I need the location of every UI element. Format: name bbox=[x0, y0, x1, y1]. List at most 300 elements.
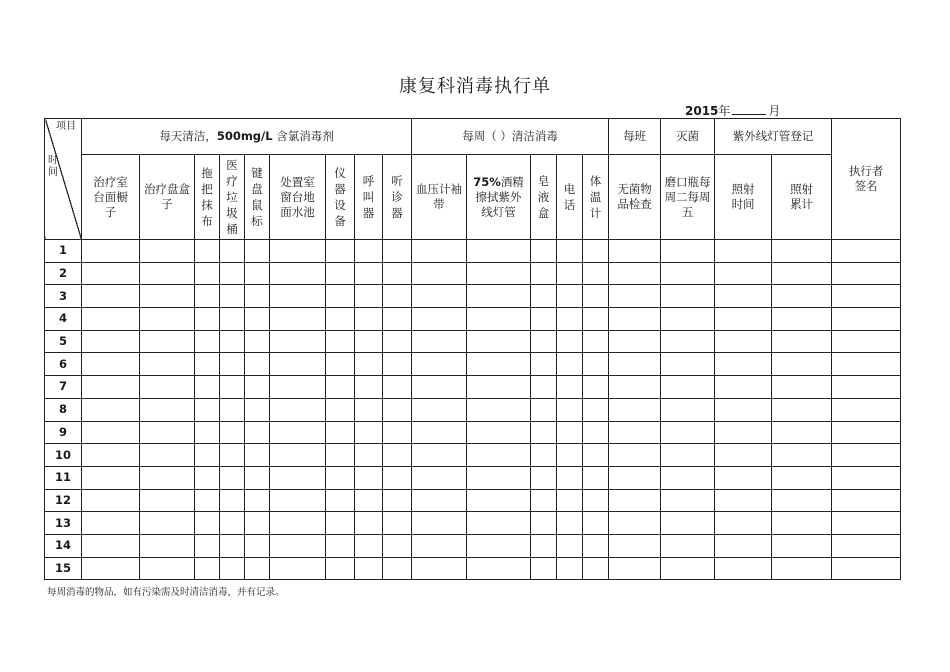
entry-cell[interactable] bbox=[82, 512, 140, 535]
entry-cell[interactable] bbox=[245, 398, 270, 421]
entry-cell[interactable] bbox=[245, 262, 270, 285]
entry-cell[interactable] bbox=[326, 262, 355, 285]
entry-cell[interactable] bbox=[832, 489, 901, 512]
header-medical-waste-bin: 医疗垃圾桶 bbox=[220, 155, 245, 240]
entry-cell[interactable] bbox=[140, 557, 195, 580]
entry-cell[interactable] bbox=[583, 330, 609, 353]
entry-cell[interactable] bbox=[832, 240, 901, 263]
entry-cell[interactable] bbox=[82, 240, 140, 263]
entry-cell[interactable] bbox=[661, 376, 715, 399]
entry-cell[interactable] bbox=[832, 557, 901, 580]
entry-cell[interactable] bbox=[557, 557, 583, 580]
entry-cell[interactable] bbox=[609, 240, 661, 263]
entry-cell[interactable] bbox=[220, 330, 245, 353]
entry-cell[interactable] bbox=[609, 353, 661, 376]
entry-cell[interactable] bbox=[383, 376, 412, 399]
entry-cell[interactable] bbox=[715, 240, 772, 263]
entry-cell[interactable] bbox=[715, 285, 772, 308]
entry-cell[interactable] bbox=[82, 466, 140, 489]
entry-cell[interactable] bbox=[220, 534, 245, 557]
entry-cell[interactable] bbox=[270, 376, 326, 399]
entry-cell[interactable] bbox=[195, 466, 220, 489]
entry-cell[interactable] bbox=[661, 330, 715, 353]
entry-cell[interactable] bbox=[412, 444, 467, 467]
entry-cell[interactable] bbox=[609, 466, 661, 489]
entry-cell[interactable] bbox=[383, 489, 412, 512]
entry-cell[interactable] bbox=[832, 262, 901, 285]
entry-cell[interactable] bbox=[661, 534, 715, 557]
entry-cell[interactable] bbox=[661, 308, 715, 331]
entry-cell[interactable] bbox=[326, 376, 355, 399]
entry-cell[interactable] bbox=[82, 444, 140, 467]
entry-cell[interactable] bbox=[355, 285, 383, 308]
entry-cell[interactable] bbox=[326, 285, 355, 308]
entry-cell[interactable] bbox=[772, 489, 832, 512]
entry-cell[interactable] bbox=[140, 308, 195, 331]
entry-cell[interactable] bbox=[195, 240, 220, 263]
entry-cell[interactable] bbox=[82, 398, 140, 421]
entry-cell[interactable] bbox=[326, 330, 355, 353]
entry-cell[interactable] bbox=[715, 489, 772, 512]
entry-cell[interactable] bbox=[412, 512, 467, 535]
entry-cell[interactable] bbox=[832, 285, 901, 308]
entry-cell[interactable] bbox=[467, 466, 531, 489]
entry-cell[interactable] bbox=[326, 512, 355, 535]
entry-cell[interactable] bbox=[772, 330, 832, 353]
entry-cell[interactable] bbox=[270, 534, 326, 557]
entry-cell[interactable] bbox=[245, 421, 270, 444]
entry-cell[interactable] bbox=[270, 353, 326, 376]
entry-cell[interactable] bbox=[661, 398, 715, 421]
entry-cell[interactable] bbox=[583, 398, 609, 421]
entry-cell[interactable] bbox=[383, 421, 412, 444]
entry-cell[interactable] bbox=[715, 466, 772, 489]
entry-cell[interactable] bbox=[355, 240, 383, 263]
entry-cell[interactable] bbox=[531, 466, 557, 489]
entry-cell[interactable] bbox=[270, 512, 326, 535]
entry-cell[interactable] bbox=[531, 557, 557, 580]
entry-cell[interactable] bbox=[467, 376, 531, 399]
entry-cell[interactable] bbox=[661, 489, 715, 512]
entry-cell[interactable] bbox=[583, 444, 609, 467]
entry-cell[interactable] bbox=[355, 466, 383, 489]
entry-cell[interactable] bbox=[355, 557, 383, 580]
entry-cell[interactable] bbox=[661, 353, 715, 376]
entry-cell[interactable] bbox=[715, 376, 772, 399]
entry-cell[interactable] bbox=[531, 285, 557, 308]
entry-cell[interactable] bbox=[245, 330, 270, 353]
entry-cell[interactable] bbox=[531, 444, 557, 467]
entry-cell[interactable] bbox=[82, 262, 140, 285]
entry-cell[interactable] bbox=[326, 444, 355, 467]
entry-cell[interactable] bbox=[355, 444, 383, 467]
entry-cell[interactable] bbox=[140, 421, 195, 444]
entry-cell[interactable] bbox=[583, 376, 609, 399]
entry-cell[interactable] bbox=[383, 398, 412, 421]
entry-cell[interactable] bbox=[220, 376, 245, 399]
entry-cell[interactable] bbox=[772, 240, 832, 263]
entry-cell[interactable] bbox=[832, 353, 901, 376]
entry-cell[interactable] bbox=[832, 466, 901, 489]
entry-cell[interactable] bbox=[609, 285, 661, 308]
entry-cell[interactable] bbox=[772, 285, 832, 308]
entry-cell[interactable] bbox=[661, 421, 715, 444]
entry-cell[interactable] bbox=[832, 444, 901, 467]
entry-cell[interactable] bbox=[609, 330, 661, 353]
entry-cell[interactable] bbox=[412, 353, 467, 376]
entry-cell[interactable] bbox=[270, 240, 326, 263]
entry-cell[interactable] bbox=[609, 262, 661, 285]
entry-cell[interactable] bbox=[383, 262, 412, 285]
entry-cell[interactable] bbox=[195, 353, 220, 376]
entry-cell[interactable] bbox=[557, 444, 583, 467]
entry-cell[interactable] bbox=[772, 262, 832, 285]
entry-cell[interactable] bbox=[245, 557, 270, 580]
entry-cell[interactable] bbox=[195, 330, 220, 353]
year-label: 年 bbox=[718, 104, 731, 118]
entry-cell[interactable] bbox=[557, 262, 583, 285]
entry-cell[interactable] bbox=[412, 285, 467, 308]
entry-cell[interactable] bbox=[412, 557, 467, 580]
entry-cell[interactable] bbox=[82, 557, 140, 580]
entry-cell[interactable] bbox=[326, 489, 355, 512]
entry-cell[interactable] bbox=[355, 353, 383, 376]
entry-cell[interactable] bbox=[326, 557, 355, 580]
entry-cell[interactable] bbox=[245, 512, 270, 535]
entry-cell[interactable] bbox=[412, 534, 467, 557]
entry-cell[interactable] bbox=[531, 534, 557, 557]
entry-cell[interactable] bbox=[82, 308, 140, 331]
entry-cell[interactable] bbox=[220, 353, 245, 376]
entry-cell[interactable] bbox=[412, 421, 467, 444]
entry-cell[interactable] bbox=[326, 308, 355, 331]
entry-cell[interactable] bbox=[557, 489, 583, 512]
entry-cell[interactable] bbox=[467, 398, 531, 421]
entry-cell[interactable] bbox=[140, 376, 195, 399]
entry-cell[interactable] bbox=[220, 398, 245, 421]
entry-cell[interactable] bbox=[383, 444, 412, 467]
entry-cell[interactable] bbox=[609, 557, 661, 580]
entry-cell[interactable] bbox=[412, 466, 467, 489]
entry-cell[interactable] bbox=[220, 262, 245, 285]
row-number: 6 bbox=[45, 353, 82, 376]
entry-cell[interactable] bbox=[195, 376, 220, 399]
entry-cell[interactable] bbox=[609, 444, 661, 467]
entry-cell[interactable] bbox=[661, 512, 715, 535]
entry-cell[interactable] bbox=[531, 308, 557, 331]
entry-cell[interactable] bbox=[383, 240, 412, 263]
entry-cell[interactable] bbox=[195, 534, 220, 557]
entry-cell[interactable] bbox=[583, 557, 609, 580]
entry-cell[interactable] bbox=[140, 534, 195, 557]
entry-cell[interactable] bbox=[383, 285, 412, 308]
entry-cell[interactable] bbox=[412, 330, 467, 353]
entry-cell[interactable] bbox=[383, 557, 412, 580]
entry-cell[interactable] bbox=[557, 421, 583, 444]
entry-cell[interactable] bbox=[583, 421, 609, 444]
row-number: 11 bbox=[45, 466, 82, 489]
entry-cell[interactable] bbox=[557, 308, 583, 331]
entry-cell[interactable] bbox=[467, 285, 531, 308]
entry-cell[interactable] bbox=[467, 444, 531, 467]
entry-cell[interactable] bbox=[326, 466, 355, 489]
entry-cell[interactable] bbox=[531, 489, 557, 512]
entry-cell[interactable] bbox=[467, 421, 531, 444]
entry-cell[interactable] bbox=[832, 534, 901, 557]
entry-cell[interactable] bbox=[140, 489, 195, 512]
entry-cell[interactable] bbox=[583, 466, 609, 489]
entry-cell[interactable] bbox=[715, 398, 772, 421]
entry-cell[interactable] bbox=[832, 330, 901, 353]
entry-cell[interactable] bbox=[832, 421, 901, 444]
header-mop-cloth: 拖把抹布 bbox=[195, 155, 220, 240]
entry-cell[interactable] bbox=[140, 512, 195, 535]
entry-cell[interactable] bbox=[140, 262, 195, 285]
entry-cell[interactable] bbox=[270, 308, 326, 331]
entry-cell[interactable] bbox=[220, 512, 245, 535]
entry-cell[interactable] bbox=[82, 421, 140, 444]
entry-cell[interactable] bbox=[583, 240, 609, 263]
entry-cell[interactable] bbox=[715, 421, 772, 444]
entry-cell[interactable] bbox=[772, 557, 832, 580]
entry-cell[interactable] bbox=[270, 398, 326, 421]
entry-cell[interactable] bbox=[195, 557, 220, 580]
entry-cell[interactable] bbox=[609, 534, 661, 557]
entry-cell[interactable] bbox=[715, 534, 772, 557]
month-blank[interactable] bbox=[732, 104, 766, 115]
entry-cell[interactable] bbox=[832, 512, 901, 535]
entry-cell[interactable] bbox=[326, 353, 355, 376]
header-treatment-tray: 治疗盘盒子 bbox=[140, 155, 195, 240]
entry-cell[interactable] bbox=[220, 240, 245, 263]
entry-cell[interactable] bbox=[412, 240, 467, 263]
entry-cell[interactable] bbox=[245, 466, 270, 489]
entry-cell[interactable] bbox=[140, 444, 195, 467]
entry-cell[interactable] bbox=[195, 308, 220, 331]
entry-cell[interactable] bbox=[270, 262, 326, 285]
entry-cell[interactable] bbox=[832, 398, 901, 421]
disinfection-table bbox=[44, 118, 901, 580]
entry-cell[interactable] bbox=[220, 285, 245, 308]
entry-cell[interactable] bbox=[140, 285, 195, 308]
group-daily-cleaning: 每天清洁，500mg/L 含氯消毒剂 bbox=[82, 119, 412, 155]
entry-cell[interactable] bbox=[220, 444, 245, 467]
entry-cell[interactable] bbox=[715, 444, 772, 467]
entry-cell[interactable] bbox=[245, 308, 270, 331]
table-row bbox=[45, 330, 901, 353]
entry-cell[interactable] bbox=[557, 240, 583, 263]
entry-cell[interactable] bbox=[220, 421, 245, 444]
entry-cell[interactable] bbox=[715, 353, 772, 376]
entry-cell[interactable] bbox=[412, 262, 467, 285]
entry-cell[interactable] bbox=[557, 398, 583, 421]
entry-cell[interactable] bbox=[467, 557, 531, 580]
entry-cell[interactable] bbox=[557, 466, 583, 489]
entry-cell[interactable] bbox=[270, 285, 326, 308]
entry-cell[interactable] bbox=[583, 489, 609, 512]
entry-cell[interactable] bbox=[140, 353, 195, 376]
entry-cell[interactable] bbox=[609, 398, 661, 421]
entry-cell[interactable] bbox=[383, 534, 412, 557]
entry-cell[interactable] bbox=[531, 353, 557, 376]
entry-cell[interactable] bbox=[383, 466, 412, 489]
entry-cell[interactable] bbox=[661, 444, 715, 467]
entry-cell[interactable] bbox=[270, 489, 326, 512]
entry-cell[interactable] bbox=[557, 285, 583, 308]
entry-cell[interactable] bbox=[220, 308, 245, 331]
entry-cell[interactable] bbox=[772, 466, 832, 489]
entry-cell[interactable] bbox=[270, 444, 326, 467]
entry-cell[interactable] bbox=[609, 512, 661, 535]
entry-cell[interactable] bbox=[270, 557, 326, 580]
entry-cell[interactable] bbox=[557, 534, 583, 557]
entry-cell[interactable] bbox=[412, 376, 467, 399]
entry-cell[interactable] bbox=[355, 534, 383, 557]
entry-cell[interactable] bbox=[467, 534, 531, 557]
entry-cell[interactable] bbox=[557, 353, 583, 376]
entry-cell[interactable] bbox=[772, 376, 832, 399]
entry-cell[interactable] bbox=[383, 330, 412, 353]
entry-cell[interactable] bbox=[467, 353, 531, 376]
entry-cell[interactable] bbox=[355, 421, 383, 444]
entry-cell[interactable] bbox=[195, 398, 220, 421]
row-number: 1 bbox=[45, 240, 82, 263]
entry-cell[interactable] bbox=[583, 534, 609, 557]
entry-cell[interactable] bbox=[715, 557, 772, 580]
entry-cell[interactable] bbox=[140, 330, 195, 353]
entry-cell[interactable] bbox=[355, 308, 383, 331]
entry-cell[interactable] bbox=[383, 353, 412, 376]
entry-cell[interactable] bbox=[245, 285, 270, 308]
entry-cell[interactable] bbox=[412, 308, 467, 331]
entry-cell[interactable] bbox=[531, 398, 557, 421]
entry-cell[interactable] bbox=[245, 534, 270, 557]
entry-cell[interactable] bbox=[195, 421, 220, 444]
entry-cell[interactable] bbox=[661, 262, 715, 285]
entry-cell[interactable] bbox=[355, 512, 383, 535]
entry-cell[interactable] bbox=[557, 330, 583, 353]
entry-cell[interactable] bbox=[832, 376, 901, 399]
entry-cell[interactable] bbox=[412, 398, 467, 421]
entry-cell[interactable] bbox=[82, 376, 140, 399]
entry-cell[interactable] bbox=[245, 489, 270, 512]
entry-cell[interactable] bbox=[82, 330, 140, 353]
entry-cell[interactable] bbox=[326, 398, 355, 421]
entry-cell[interactable] bbox=[772, 308, 832, 331]
entry-cell[interactable] bbox=[220, 489, 245, 512]
entry-cell[interactable] bbox=[772, 444, 832, 467]
entry-cell[interactable] bbox=[326, 421, 355, 444]
entry-cell[interactable] bbox=[467, 262, 531, 285]
entry-cell[interactable] bbox=[355, 330, 383, 353]
entry-cell[interactable] bbox=[531, 376, 557, 399]
entry-cell[interactable] bbox=[195, 489, 220, 512]
entry-cell[interactable] bbox=[661, 466, 715, 489]
entry-cell[interactable] bbox=[609, 376, 661, 399]
entry-cell[interactable] bbox=[270, 466, 326, 489]
entry-cell[interactable] bbox=[531, 421, 557, 444]
entry-cell[interactable] bbox=[531, 330, 557, 353]
entry-cell[interactable] bbox=[531, 262, 557, 285]
entry-cell[interactable] bbox=[772, 534, 832, 557]
entry-cell[interactable] bbox=[609, 308, 661, 331]
entry-cell[interactable] bbox=[772, 353, 832, 376]
entry-cell[interactable] bbox=[383, 308, 412, 331]
entry-cell[interactable] bbox=[772, 398, 832, 421]
entry-cell[interactable] bbox=[467, 240, 531, 263]
entry-cell[interactable] bbox=[245, 376, 270, 399]
entry-cell[interactable] bbox=[355, 398, 383, 421]
entry-cell[interactable] bbox=[82, 489, 140, 512]
entry-cell[interactable] bbox=[609, 421, 661, 444]
entry-cell[interactable] bbox=[140, 466, 195, 489]
header-instruments: 仪器设备 bbox=[326, 155, 355, 240]
entry-cell[interactable] bbox=[270, 330, 326, 353]
entry-cell[interactable] bbox=[467, 512, 531, 535]
entry-cell[interactable] bbox=[355, 489, 383, 512]
entry-cell[interactable] bbox=[609, 489, 661, 512]
entry-cell[interactable] bbox=[531, 240, 557, 263]
entry-cell[interactable] bbox=[661, 557, 715, 580]
entry-cell[interactable] bbox=[326, 534, 355, 557]
row-number: 9 bbox=[45, 421, 82, 444]
entry-cell[interactable] bbox=[467, 308, 531, 331]
entry-cell[interactable] bbox=[245, 444, 270, 467]
entry-cell[interactable] bbox=[531, 512, 557, 535]
entry-cell[interactable] bbox=[82, 534, 140, 557]
entry-cell[interactable] bbox=[355, 376, 383, 399]
entry-cell[interactable] bbox=[355, 262, 383, 285]
entry-cell[interactable] bbox=[661, 240, 715, 263]
entry-cell[interactable] bbox=[467, 330, 531, 353]
table-row bbox=[45, 444, 901, 467]
entry-cell[interactable] bbox=[412, 489, 467, 512]
entry-cell[interactable] bbox=[383, 512, 412, 535]
entry-cell[interactable] bbox=[140, 398, 195, 421]
entry-cell[interactable] bbox=[715, 330, 772, 353]
entry-cell[interactable] bbox=[82, 285, 140, 308]
entry-cell[interactable] bbox=[661, 285, 715, 308]
entry-cell[interactable] bbox=[220, 557, 245, 580]
entry-cell[interactable] bbox=[195, 262, 220, 285]
entry-cell[interactable] bbox=[270, 421, 326, 444]
entry-cell[interactable] bbox=[583, 285, 609, 308]
entry-cell[interactable] bbox=[583, 353, 609, 376]
entry-cell[interactable] bbox=[715, 512, 772, 535]
entry-cell[interactable] bbox=[326, 240, 355, 263]
entry-cell[interactable] bbox=[245, 353, 270, 376]
entry-cell[interactable] bbox=[557, 376, 583, 399]
entry-cell[interactable] bbox=[195, 444, 220, 467]
header-sterile-check: 无菌物品检查 bbox=[609, 155, 661, 240]
entry-cell[interactable] bbox=[583, 262, 609, 285]
entry-cell[interactable] bbox=[82, 353, 140, 376]
entry-cell[interactable] bbox=[715, 262, 772, 285]
entry-cell[interactable] bbox=[195, 285, 220, 308]
entry-cell[interactable] bbox=[583, 308, 609, 331]
entry-cell[interactable] bbox=[557, 512, 583, 535]
entry-cell[interactable] bbox=[772, 512, 832, 535]
entry-cell[interactable] bbox=[772, 421, 832, 444]
entry-cell[interactable] bbox=[467, 489, 531, 512]
entry-cell[interactable] bbox=[583, 512, 609, 535]
entry-cell[interactable] bbox=[715, 308, 772, 331]
entry-cell[interactable] bbox=[140, 240, 195, 263]
entry-cell[interactable] bbox=[245, 240, 270, 263]
entry-cell[interactable] bbox=[220, 466, 245, 489]
entry-cell[interactable] bbox=[832, 308, 901, 331]
entry-cell[interactable] bbox=[195, 512, 220, 535]
